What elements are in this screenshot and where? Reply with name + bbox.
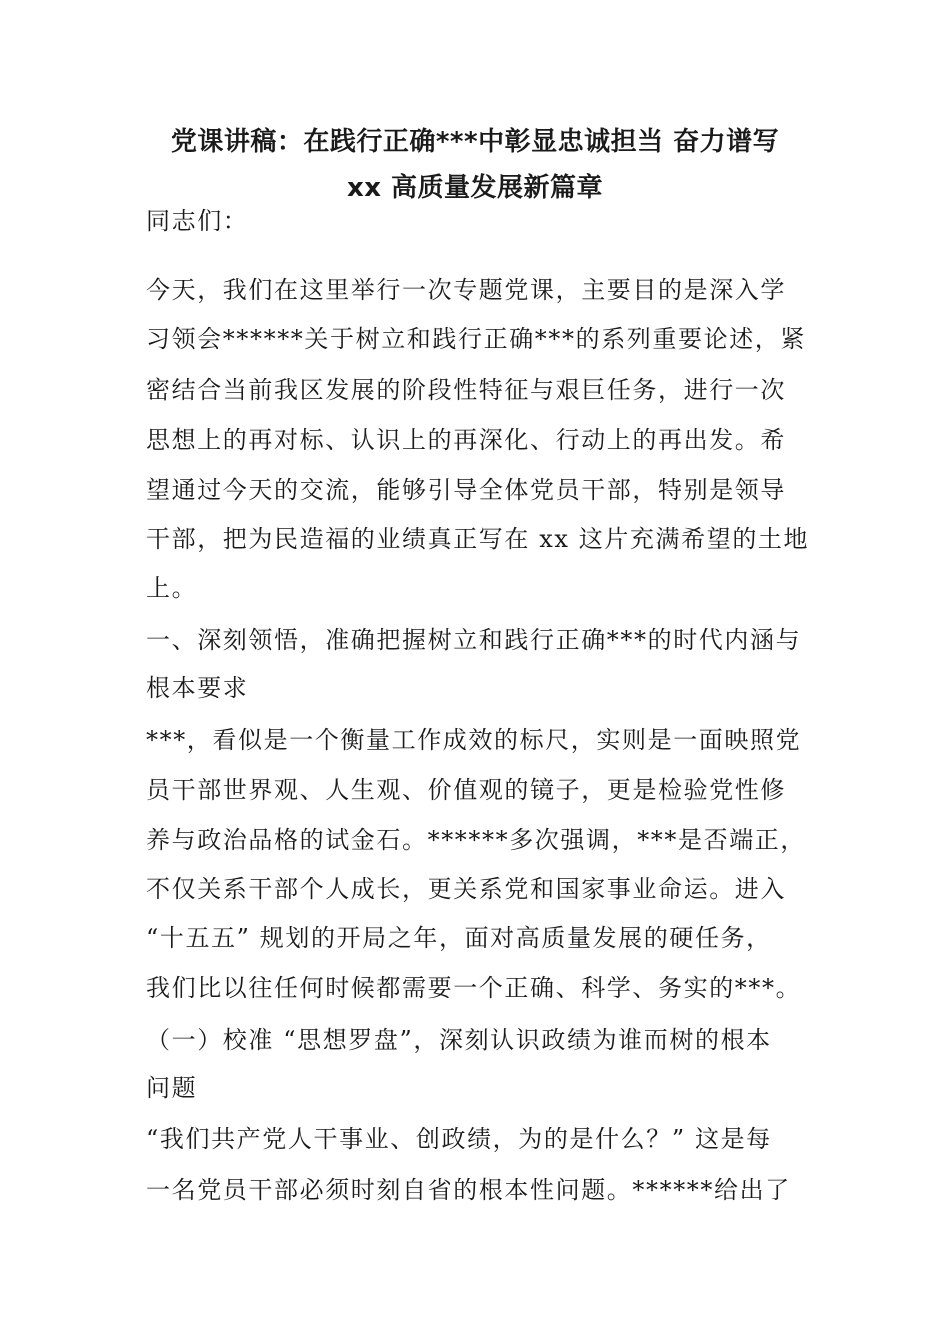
document-title-line-1: 党课讲稿：在践行正确***中彰显忠诚担当 奋力谱写: [170, 127, 780, 157]
subsection-heading: （一）校准 “思想罗盘”，深刻认识政绩为谁而树的根本: [146, 1026, 772, 1054]
body-line: 今天，我们在这里举行一次专题党课，主要目的是深入学: [146, 276, 786, 304]
body-line: 密结合当前我区发展的阶段性特征与艰巨任务，进行一次: [146, 376, 786, 404]
body-line: 上。: [146, 574, 198, 602]
body-line: ***，看似是一个衡量工作成效的标尺，实则是一面映照党: [146, 726, 802, 754]
body-line: 习领会******关于树立和践行正确***的系列重要论述，紧: [146, 325, 806, 353]
body-line: 望通过今天的交流，能够引导全体党员干部，特别是领导: [146, 476, 786, 504]
body-line: 养与政治品格的试金石。******多次强调，***是否端正，: [146, 826, 806, 854]
body-line: 一名党员干部必须时刻自省的根本性问题。******给出了: [146, 1176, 791, 1204]
section-heading: 根本要求: [146, 674, 249, 702]
body-line: 我们比以往任何时候都需要一个正确、科学、务实的***。: [146, 974, 802, 1002]
body-line: 思想上的再对标、认识上的再深化、行动上的再出发。希: [146, 426, 786, 454]
body-line: 员干部世界观、人生观、价值观的镜子，更是检验党性修: [146, 776, 786, 804]
body-line: “我们共产党人干事业、创政绩，为的是什么？” 这是每: [146, 1125, 772, 1153]
document-title-line-2: xx 高质量发展新篇章: [346, 173, 604, 203]
salutation: 同志们：: [146, 207, 249, 235]
body-line: 不仅关系干部个人成长，更关系党和国家事业命运。进入: [146, 875, 786, 903]
subsection-heading: 问题: [146, 1074, 198, 1102]
body-line: 干部，把为民造福的业绩真正写在 xx 这片充满希望的土地: [146, 525, 810, 553]
section-heading: 一、深刻领悟，准确把握树立和践行正确***的时代内涵与: [146, 626, 802, 654]
body-line: “十五五” 规划的开局之年，面对高质量发展的硬任务，: [146, 924, 772, 952]
